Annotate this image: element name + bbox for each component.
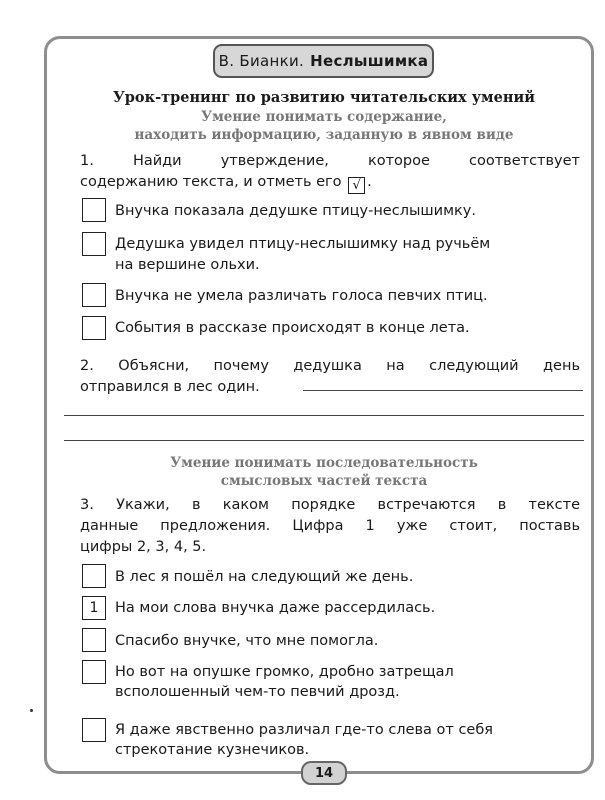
task1-line-2-end: .: [367, 174, 372, 190]
task3-option-5-line-1: Я даже явственно различал где-то слева от себя: [115, 722, 494, 738]
task1-option-4-checkbox[interactable]: [82, 316, 106, 340]
print-speck: [30, 709, 33, 712]
lesson-title: Урок-тренинг по развитию читательских умений: [113, 89, 535, 106]
task3-line-2: данные предложения. Цифра 1 уже стоит, поставь: [80, 518, 580, 534]
answer-line-3[interactable]: [64, 440, 584, 441]
story-name: Неслышимка: [310, 52, 429, 70]
task1-line-1: 1. Найди утверждение, которое соответствует: [80, 153, 580, 169]
task3-option-2-number-box[interactable]: [82, 596, 106, 620]
skill-heading-1-line-1: Умение понимать содержание,: [201, 109, 447, 125]
task1-option-3-checkbox[interactable]: [82, 283, 106, 307]
task3-line-3: цифры 2, 3, 4, 5.: [80, 539, 207, 555]
task3-option-3: Спасибо внучке, что мне помогла.: [115, 633, 379, 649]
task1-option-4: События в рассказе происходят в конце лета.: [115, 320, 470, 336]
task3-option-1-number-box[interactable]: [82, 564, 106, 588]
task3-option-5-number-box[interactable]: [82, 718, 106, 742]
task2-line-1: 2. Объясни, почему дедушка на следующий день: [80, 358, 580, 374]
story-title: [213, 44, 434, 78]
task3-line-1: 3. Укажи, в каком порядке встречаются в тексте: [80, 497, 580, 513]
task1-option-1: Внучка показала дедушке птицу-неслышимку.: [115, 203, 476, 219]
task3-option-2: На мои слова внучка даже рассердилась.: [115, 600, 436, 616]
skill-heading-2-line-1: Умение понимать последовательность: [170, 455, 478, 471]
task3-option-4-line-1: Но вот на опушке громко, дробно затрещал: [115, 664, 454, 680]
task1-line-2-text: содержанию текста, и отметь его: [80, 174, 342, 190]
task1-option-3: Внучка не умела различать голоса певчих птиц.: [115, 288, 488, 304]
task1-line-2: [80, 172, 580, 194]
author-name: В. Бианки.: [218, 52, 305, 70]
task3-option-4-number-box[interactable]: [82, 660, 106, 684]
task3-option-1: В лес я пошёл на следующий же день.: [115, 569, 414, 585]
skill-heading-1-line-2: находить информацию, заданную в явном виде: [134, 127, 514, 143]
answer-line-2[interactable]: [64, 415, 584, 416]
page-number: 14: [301, 761, 347, 785]
task3-option-3-number-box[interactable]: [82, 628, 106, 652]
task2-line-2: отправился в лес один.: [80, 379, 260, 395]
task1-option-2-line-1: Дедушка увидел птицу-неслышимку над ручьём: [115, 236, 491, 252]
task1-option-2-line-2: на вершине ольхи.: [115, 257, 260, 273]
check-mark-icon: √: [352, 178, 361, 193]
task3-option-4-line-2: всполошенный чем-то певчий дрозд.: [115, 684, 400, 700]
answer-line-1[interactable]: [303, 390, 583, 391]
task1-option-1-checkbox[interactable]: [82, 198, 106, 222]
task3-option-5-line-2: стрекотание кузнечиков.: [115, 742, 310, 758]
skill-heading-2-line-2: смысловых частей текста: [220, 473, 428, 489]
sample-check-icon: [348, 177, 365, 194]
task1-option-2-checkbox[interactable]: [82, 232, 106, 256]
prefilled-number: 1: [89, 600, 99, 616]
